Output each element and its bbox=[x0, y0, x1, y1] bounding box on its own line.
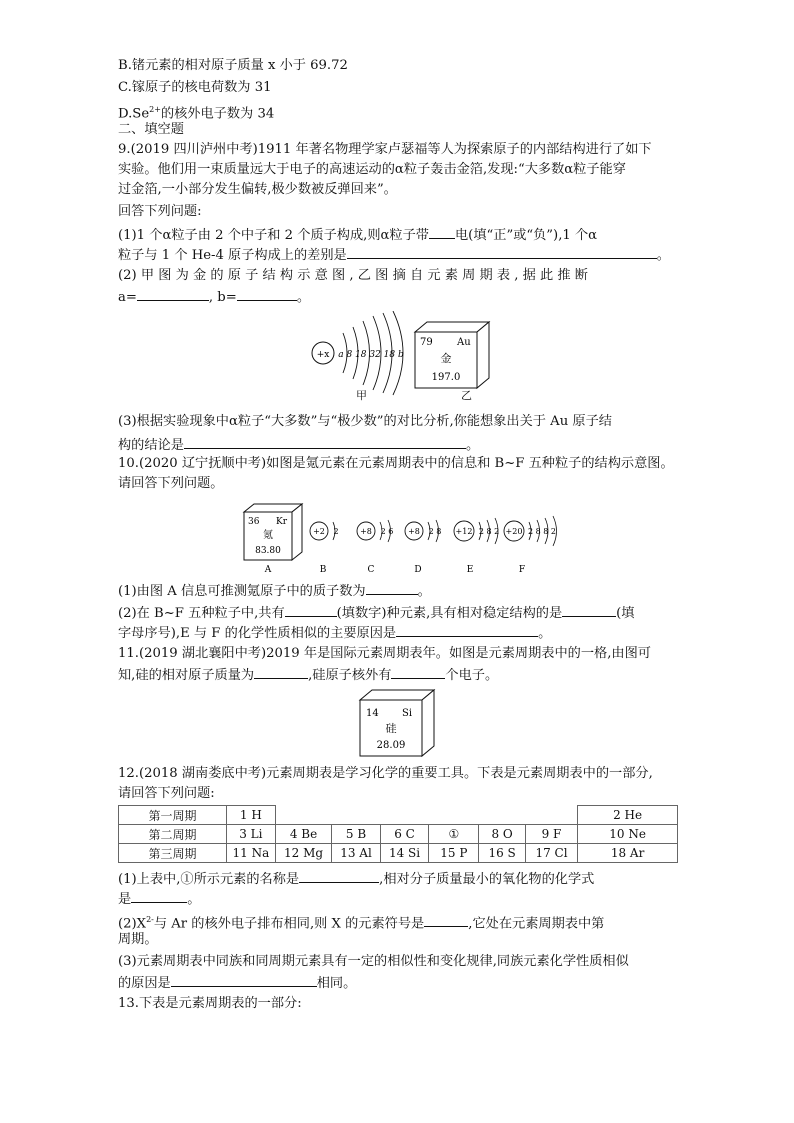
table-row: 第一周期 1 H 2 He bbox=[119, 806, 678, 825]
option-b: B.锗元素的相对原子质量 x 小于 69.72 bbox=[118, 58, 348, 73]
figure-caption: 甲 bbox=[356, 389, 367, 402]
table-row: 第二周期 3 Li 4 Be 5 B 6 C ① 8 O 9 F 10 Ne bbox=[119, 825, 678, 844]
q10-line: 请回答下列问题。 bbox=[118, 476, 224, 491]
q10-line: 字母序号),E 与 F 的化学性质相似的主要原因是 。 bbox=[118, 622, 551, 644]
answer-blank[interactable] bbox=[299, 868, 379, 883]
q9-line: 9.(2019 四川泸州中考)1911 年著名物理学家卢瑟福等人为探索原子的内部结构进行了如下 bbox=[118, 142, 652, 157]
svg-text:+2: +2 bbox=[313, 527, 325, 536]
periodic-cell-si bbox=[358, 688, 440, 760]
q12-line: 周期。 bbox=[118, 932, 158, 947]
svg-text:Kr: Kr bbox=[276, 517, 288, 527]
q12-line: 12.(2018 湖南娄底中考)元素周期表是学习化学的重要工具。下表是元素周期表中的一部分, bbox=[118, 766, 653, 781]
answer-blank[interactable] bbox=[184, 434, 466, 449]
svg-text:14: 14 bbox=[366, 708, 379, 719]
svg-text:2 8 2: 2 8 2 bbox=[478, 527, 500, 536]
answer-blank[interactable] bbox=[347, 244, 657, 259]
option-d: $D.Se^{2+}$的核外电子数为 34 bbox=[118, 105, 275, 122]
svg-text:28.09: 28.09 bbox=[376, 740, 406, 751]
q9-line: (2) 甲 图 为 金 的 原 子 结 构 示 意 图 , 乙 图 摘 自 元 素 周 期 表 , 据 此 推 断 bbox=[118, 268, 588, 283]
option-c: C.镓原子的核电荷数为 31 bbox=[118, 80, 272, 95]
q12-line: (1)上表中,①所示元素的名称是 ,相对分子质量最小的氧化物的化学式 bbox=[118, 868, 594, 890]
svg-text:36: 36 bbox=[248, 517, 260, 527]
answer-blank[interactable] bbox=[237, 286, 297, 301]
svg-text:氪: 氪 bbox=[263, 530, 273, 541]
table-row: 第三周期 11 Na 12 Mg 13 Al 14 Si 15 P 16 S 17 Cl 18 Ar bbox=[119, 844, 678, 863]
figure-label: D bbox=[414, 565, 422, 574]
figure-label: E bbox=[466, 565, 474, 574]
svg-text:+20: +20 bbox=[505, 527, 523, 536]
svg-text:79: 79 bbox=[420, 337, 433, 348]
answer-blank[interactable] bbox=[285, 602, 337, 617]
q9-line: 回答下列问题: bbox=[118, 204, 202, 219]
q9-line: 实验。他们用一束质量远大于电子的高速运动的α粒子轰击金箔,发现:“大多数α粒子能穿 bbox=[118, 162, 626, 177]
svg-text:Au: Au bbox=[457, 337, 471, 348]
answer-blank[interactable] bbox=[171, 972, 317, 987]
svg-text:2 8 8 2: 2 8 8 2 bbox=[528, 527, 556, 536]
svg-text:Si: Si bbox=[402, 708, 413, 719]
particle-c bbox=[357, 520, 393, 542]
svg-text:+8: +8 bbox=[408, 527, 420, 536]
q12-line: 请回答下列问题: bbox=[118, 786, 215, 801]
q12-line: $(2)X^{2-}$与 Ar 的核外电子排布相同,则 X 的元素符号是 ,它处在元素周期表中第 bbox=[118, 910, 604, 934]
section-heading: 二、填空题 bbox=[118, 122, 184, 137]
particle-f bbox=[504, 516, 557, 546]
figure-label: B bbox=[319, 565, 327, 574]
answer-blank[interactable] bbox=[396, 622, 538, 637]
answer-blank[interactable] bbox=[429, 224, 455, 239]
particle-d bbox=[405, 520, 441, 542]
q9-line: 构的结论是 。 bbox=[118, 434, 479, 456]
krypton-and-particle-diagrams bbox=[242, 502, 562, 574]
figure-label: F bbox=[518, 565, 526, 574]
answer-blank[interactable] bbox=[137, 286, 209, 301]
q10-line: (1)由图 A 信息可推测氪原子中的质子数为 。 bbox=[118, 580, 431, 602]
periodic-table-excerpt bbox=[118, 805, 678, 863]
q13-line: 13.下表是元素周期表的一部分: bbox=[118, 996, 302, 1011]
shell-electron-labels: a 8 18 32 18 b bbox=[338, 350, 404, 360]
svg-text:2 6: 2 6 bbox=[380, 527, 394, 536]
figure-caption: 乙 bbox=[461, 389, 472, 402]
svg-text:83.80: 83.80 bbox=[255, 546, 281, 556]
particle-e bbox=[454, 518, 499, 544]
q12-line: 的原因是 相同。 bbox=[118, 972, 356, 994]
periodic-cell-au bbox=[413, 320, 513, 390]
figure-label: A bbox=[264, 565, 272, 574]
q9-line: (3)根据实验现象中α粒子“大多数”与“极少数”的对比分析,你能想象出关于 Au 原子结 bbox=[118, 414, 612, 429]
q9-line: 过金箔,一小部分发生偏转,极少数被反弹回来”。 bbox=[118, 182, 397, 197]
figure-label: C bbox=[367, 565, 375, 574]
answer-blank[interactable] bbox=[424, 912, 468, 927]
answer-blank[interactable] bbox=[366, 580, 418, 595]
q12-line: 是 。 bbox=[118, 888, 200, 910]
q10-line: 10.(2020 辽宁抚顺中考)如图是氪元素在元素周期表中的信息和 B~F 五种粒子的结构示意图。 bbox=[118, 456, 674, 471]
q11-line: 11.(2019 湖北襄阳中考)2019 年是国际元素周期表年。如图是元素周期表中的一格,由图可 bbox=[118, 646, 651, 661]
q9-line: (1)1 个α粒子由 2 个中子和 2 个质子构成,则α粒子带 电(填“正”或“负”),1 个α bbox=[118, 224, 597, 246]
answer-blank[interactable] bbox=[391, 664, 445, 679]
svg-text:197.0: 197.0 bbox=[431, 372, 461, 383]
q10-line: (2)在 B~F 五种粒子中,共有 (填数字)种元素,具有相对稳定结构的是 (填 bbox=[118, 602, 634, 624]
svg-text:2 8: 2 8 bbox=[428, 527, 442, 536]
svg-text:+12: +12 bbox=[455, 527, 473, 536]
q11-line: 知,硅的相对原子质量为 ,硅原子核外有 个电子。 bbox=[118, 664, 498, 686]
answer-blank[interactable] bbox=[254, 664, 308, 679]
svg-text:2: 2 bbox=[333, 527, 339, 536]
q12-line: (3)元素周期表中同族和同周期元素具有一定的相似性和变化规律,同族元素化学性质相似 bbox=[118, 954, 629, 969]
answer-blank[interactable] bbox=[131, 888, 187, 903]
nucleus-label: +x bbox=[316, 350, 330, 360]
q9-line: a= , b= 。 bbox=[118, 286, 310, 308]
svg-text:金: 金 bbox=[440, 352, 452, 365]
q9-line: 粒子与 1 个 He-4 原子构成上的差别是 。 bbox=[118, 244, 670, 266]
answer-blank[interactable] bbox=[562, 602, 616, 617]
svg-text:+8: +8 bbox=[360, 527, 372, 536]
svg-text:硅: 硅 bbox=[385, 722, 397, 735]
particle-b bbox=[310, 522, 339, 540]
